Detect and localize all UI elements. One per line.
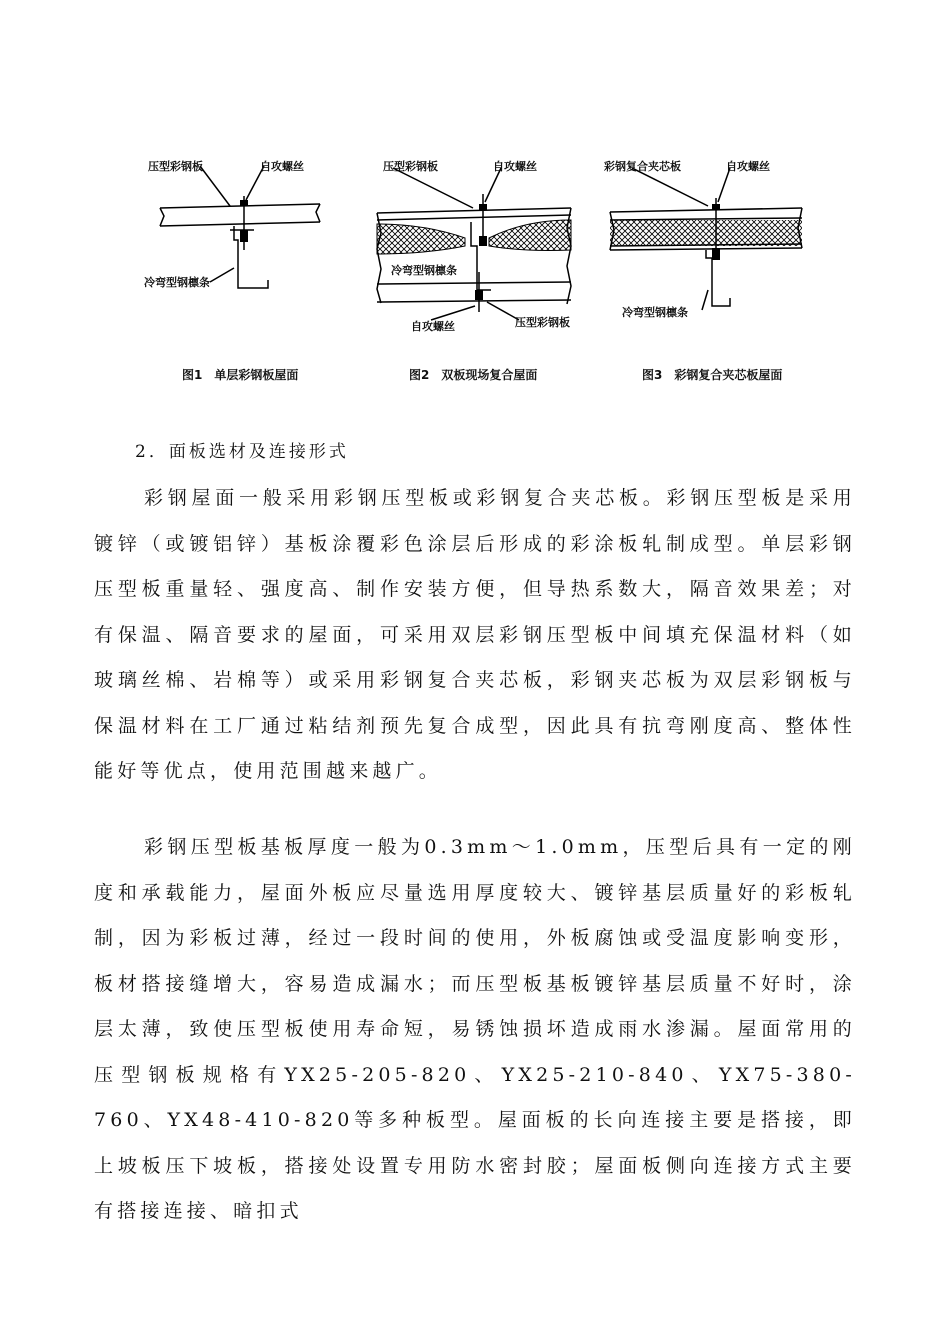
figure-3-screw-label: 自攻螺丝 bbox=[726, 160, 770, 173]
figure-1 bbox=[130, 150, 350, 390]
figure-2-caption: 图2 双板现场复合屋面 bbox=[409, 368, 538, 382]
figure-3 bbox=[598, 150, 818, 390]
section-heading: 2．面板选材及连接形式 bbox=[135, 442, 349, 462]
figure-1-screw-label: 自攻螺丝 bbox=[260, 160, 304, 173]
paragraph-1: 彩钢屋面一般采用彩钢压型板或彩钢复合夹芯板。彩钢压型板是采用镀锌（或镀铝锌）基板涂覆彩色涂层后形成的彩涂板轧制成型。单层彩钢压型板重量轻、强度高、制作安装方便，但导热系数大，隔音效果差；对有保温、隔音要求的屋面，可采用双层彩钢压型板中间填充保温材料（如玻璃丝棉、岩棉等）或采用彩钢复合夹芯板，彩钢夹芯板为双层彩钢板与保温材料在工厂通过粘结剂预先复合成型，因此具有抗弯刚度高、整体性能好等优点，使用范围越来越广。 bbox=[94, 487, 856, 782]
paragraph-2: 彩钢压型板基板厚度一般为0.3mm～1.0mm，压型后具有一定的刚度和承载能力，屋面外板应尽量选用厚度较大、镀锌基层质量好的彩板轧制，因为彩板过薄，经过一段时间的使用，外板腐蚀或受温度影响变形，板材搭接缝增大，容易造成漏水；而压型板基板镀锌基层质量不好时，涂层太薄，致使压型板使用寿命短，易锈蚀损坏造成雨水渗漏。屋面常用的压型钢板规格有YX25-205-820、YX25-210-840、YX75-380-760、YX48-410-820等多种板型。屋面板的长向连接主要是搭接，即上坡板压下坡板，搭接处设置专用防水密封胶；屋面板侧向连接方式主要有搭接连接、暗扣式 bbox=[94, 836, 856, 1222]
figure-2-top-screw-label: 自攻螺丝 bbox=[493, 160, 537, 173]
sandwich-panel-roof-diagram bbox=[598, 150, 818, 360]
figure-3-panel-label: 彩钢复合夹芯板 bbox=[604, 160, 681, 173]
figure-2-bottom-screw-label: 自攻螺丝 bbox=[411, 320, 455, 333]
figure-row bbox=[130, 150, 810, 390]
figure-1-caption: 图1 单层彩钢板屋面 bbox=[182, 368, 299, 382]
single-layer-roof-diagram bbox=[130, 150, 350, 360]
figure-1-purlin-label: 冷弯型钢檩条 bbox=[144, 276, 210, 289]
figure-1-panel-label: 压型彩钢板 bbox=[148, 160, 203, 173]
figure-2 bbox=[365, 150, 585, 390]
figure-3-purlin-label: 冷弯型钢檩条 bbox=[622, 306, 688, 319]
figure-2-top-panel-label: 压型彩钢板 bbox=[383, 160, 438, 173]
figure-2-purlin-label: 冷弯型钢檩条 bbox=[391, 264, 457, 277]
figure-2-bottom-panel-label: 压型彩钢板 bbox=[515, 316, 570, 329]
figure-3-caption: 图3 彩钢复合夹芯板屋面 bbox=[642, 368, 783, 382]
